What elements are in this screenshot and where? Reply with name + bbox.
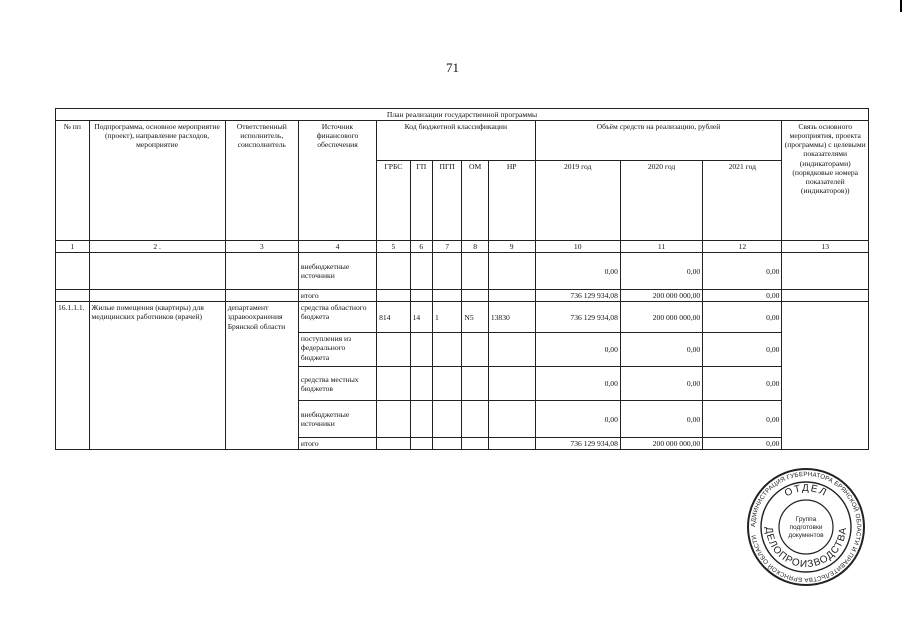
header-2019: 2019 год	[535, 161, 620, 241]
header-source: Источник финансового обеспечения	[298, 121, 376, 241]
value-2019: 0,00	[535, 253, 620, 290]
col-number: 13	[782, 241, 869, 253]
total-2019: 736 129 934,08	[535, 290, 620, 302]
col-number: 1	[56, 241, 90, 253]
col-number: 8	[462, 241, 488, 253]
col-number: 3	[225, 241, 298, 253]
value-2020: 0,00	[620, 367, 702, 401]
col-number: 2 .	[89, 241, 225, 253]
stamp-center-line1: Группа	[795, 516, 817, 523]
source-cell: средства местных бюджетов	[298, 367, 376, 401]
stamp-ring-text: АДМИНИСТРАЦИЯ ГУБЕРНАТОРА БРЯНСКОЙ ОБЛАСТИ И ПРАВИТЕЛЬСТВА БРЯНСКОЙ ОБЛАСТИ	[749, 470, 863, 584]
source-cell: итого	[298, 438, 376, 450]
value-2021: 0,00	[703, 401, 782, 438]
gp-cell: 14	[410, 302, 432, 333]
value-2019: 0,00	[535, 367, 620, 401]
pgp-cell: 1	[432, 302, 461, 333]
value-2020: 0,00	[620, 333, 702, 367]
value-2021: 0,00	[703, 333, 782, 367]
page-number: 71	[446, 60, 459, 75]
header-gp: ГП	[410, 161, 432, 241]
item-number: 16.1.1.1.	[56, 302, 90, 450]
edge-mark	[900, 0, 902, 12]
source-cell: средства областного бюджета	[298, 302, 376, 333]
header-num: № пп	[56, 121, 90, 241]
total-2021: 0,00	[703, 438, 782, 450]
col-number: 6	[410, 241, 432, 253]
value-2020: 200 000 000,00	[620, 302, 702, 333]
header-volume: Объём средств на реализацию, рублей	[535, 121, 782, 161]
stamp-graphic	[746, 467, 866, 587]
stamp-center-line3: документов	[788, 532, 824, 539]
header-pgp: ПГП	[432, 161, 461, 241]
source-cell: внебюджетные источники	[298, 253, 376, 290]
nr-cell: 13830	[488, 302, 535, 333]
total-2019: 736 129 934,08	[535, 438, 620, 450]
total-2021: 0,00	[703, 290, 782, 302]
source-cell: итого	[298, 290, 376, 302]
table-row	[56, 302, 869, 333]
col-number: 10	[535, 241, 620, 253]
col-number: 11	[620, 241, 702, 253]
value-2020: 0,00	[620, 253, 702, 290]
value-2021: 0,00	[703, 253, 782, 290]
total-2020: 200 000 000,00	[620, 290, 702, 302]
col-number: 7	[432, 241, 461, 253]
value-2019: 0,00	[535, 401, 620, 438]
column-number-row	[56, 241, 869, 253]
stamp-dept-top: ОТДЕЛ	[783, 482, 830, 500]
official-stamp	[746, 467, 866, 587]
source-cell: внебюджетные источники	[298, 401, 376, 438]
col-number: 4	[298, 241, 376, 253]
header-executor: Ответственный исполнитель, соисполнитель	[225, 121, 298, 241]
value-2021: 0,00	[703, 302, 782, 333]
header-2020: 2020 год	[620, 161, 702, 241]
om-cell: N5	[462, 302, 488, 333]
table-row-total	[56, 290, 869, 302]
header-nr: НР	[488, 161, 535, 241]
source-cell: поступления из федерального бюджета	[298, 333, 376, 367]
plan-table	[55, 108, 869, 450]
value-2019: 736 129 934,08	[535, 302, 620, 333]
header-grbs: ГРБС	[377, 161, 411, 241]
header-om: ОМ	[462, 161, 488, 241]
stamp-dept-bottom: ДЕЛОПРОИЗВОДСТВА	[762, 526, 850, 571]
grbs-cell: 814	[377, 302, 411, 333]
value-2021: 0,00	[703, 367, 782, 401]
header-link: Связь основного мероприятия, проекта (программы) с целевыми показателями (индикаторами) (порядковые номера показателей (индикаторов))	[782, 121, 869, 241]
col-number: 9	[488, 241, 535, 253]
table-title: План реализации государственной программы	[56, 109, 869, 121]
value-2020: 0,00	[620, 401, 702, 438]
stamp-center-line2: подготовки	[789, 524, 823, 531]
col-number: 12	[703, 241, 782, 253]
total-2020: 200 000 000,00	[620, 438, 702, 450]
item-executor: департамент здравоохранения Брянской области	[225, 302, 298, 450]
header-program: Подпрограмма, основное мероприятие (проект), направление расходов, мероприятие	[89, 121, 225, 241]
table-row	[56, 253, 869, 290]
col-number: 5	[377, 241, 411, 253]
header-budget-class: Код бюджетной классификации	[377, 121, 535, 161]
item-name: Жилые помещения (квартиры) для медицинских работников (врачей)	[89, 302, 225, 450]
value-2019: 0,00	[535, 333, 620, 367]
header-2021: 2021 год	[703, 161, 782, 241]
